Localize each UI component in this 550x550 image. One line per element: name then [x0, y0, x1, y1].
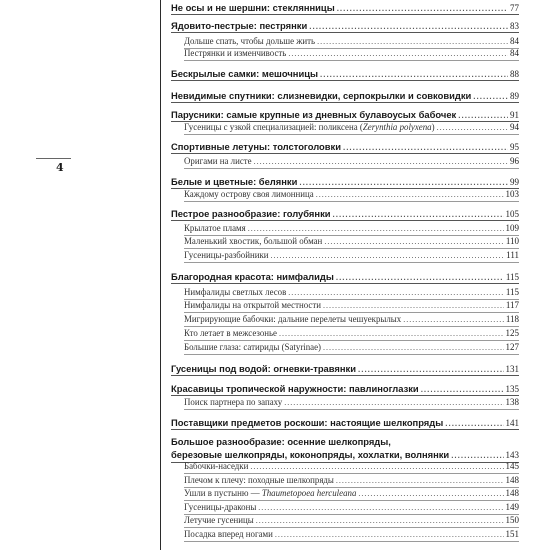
- toc-subentry[interactable]: [184, 122, 519, 135]
- toc-entry-text: Гусеницы с узкой специализацией: поликсена (: [184, 122, 363, 132]
- toc-heading-entry[interactable]: [171, 176, 519, 189]
- dot-leader: [473, 92, 508, 101]
- toc-heading-entry[interactable]: [171, 141, 519, 154]
- dot-leader: [288, 49, 508, 58]
- toc-entry-title: [184, 36, 315, 46]
- toc-page-number: 111: [506, 250, 519, 260]
- dot-leader: [275, 530, 504, 539]
- toc-entry-title: [171, 363, 356, 374]
- toc-entry-text: Плечом к плечу: походные шелкопряды: [184, 475, 334, 485]
- toc-subentry[interactable]: [184, 156, 519, 169]
- toc-entry-text: Гусеницы-разбойники: [184, 250, 269, 260]
- toc-subentry[interactable]: [184, 342, 519, 355]
- toc-entry-title: [171, 417, 443, 428]
- toc-heading-line: березовые шелкопряды, коконопряды, хохлатки, волнянки: [171, 449, 450, 460]
- toc-page-number: 109: [505, 223, 519, 233]
- toc-heading-entry[interactable]: [171, 436, 519, 463]
- toc-page-number: 103: [505, 189, 519, 199]
- toc-heading-entry[interactable]: [171, 383, 519, 396]
- toc-page-number: 83: [510, 21, 519, 31]
- dot-leader: [445, 419, 503, 428]
- toc-entry-title: [171, 208, 331, 219]
- dot-leader: [288, 288, 504, 297]
- dot-leader: [323, 301, 504, 310]
- dot-leader: [336, 476, 504, 485]
- toc-page-number: 149: [505, 502, 519, 512]
- toc-page-number: 131: [505, 364, 519, 374]
- toc-entry-title: [184, 328, 277, 338]
- toc-entry-text: Оригами на листе: [184, 156, 252, 166]
- toc-entry-text: ): [431, 122, 435, 132]
- toc-subentry[interactable]: [184, 502, 519, 515]
- toc-entry-latin-name: Zerynthia polyxena: [362, 122, 432, 132]
- toc-entry-title: [184, 397, 282, 407]
- toc-entry-text: Благородная красота: нимфалиды: [171, 271, 334, 282]
- toc-entry-title: [184, 488, 356, 498]
- dot-leader: [299, 178, 508, 187]
- toc-entry-title: [184, 122, 435, 132]
- toc-entry-title: [184, 502, 256, 512]
- toc-page-number: 143: [505, 450, 519, 460]
- toc-entry-title: [171, 20, 307, 31]
- dot-leader: [248, 224, 504, 233]
- dot-leader: [421, 385, 504, 394]
- toc-entry-title: [184, 48, 286, 58]
- toc-entry-title: [184, 342, 321, 352]
- dot-leader: [317, 37, 508, 46]
- toc-subentry[interactable]: [184, 189, 519, 202]
- toc-entry-title: [171, 68, 318, 79]
- toc-entry-text: Бабочки-наседки: [184, 461, 249, 471]
- dot-leader: [403, 315, 504, 324]
- toc-page-number: 115: [505, 287, 519, 297]
- toc-entry-text: Летучие гусеницы: [184, 515, 254, 525]
- toc-entry-title: [184, 461, 248, 471]
- toc-entry-text: Крылатое пламя: [184, 223, 246, 233]
- toc-entry-title: [184, 223, 246, 233]
- toc-page-number: 91: [510, 110, 519, 120]
- toc-page-number: 84: [510, 48, 519, 58]
- toc-subentry[interactable]: [184, 223, 519, 236]
- dot-leader: [451, 451, 503, 460]
- toc-page-number: 99: [510, 177, 519, 187]
- toc-page-number: 127: [505, 342, 519, 352]
- toc-heading-entry[interactable]: [171, 271, 519, 284]
- toc-subentry[interactable]: [184, 236, 519, 249]
- toc-entry-title: [171, 176, 297, 187]
- toc-page-number: 145: [505, 461, 519, 471]
- toc-entry-text: Не осы и не шершни: стеклянницы: [171, 2, 335, 13]
- toc-heading-entry[interactable]: [171, 2, 519, 15]
- toc-entry-latin-name: Thaumetopoea herculeana: [261, 488, 357, 498]
- toc-entry-text: Пестрянки и изменчивость: [184, 48, 287, 58]
- toc-entry-title: [184, 236, 322, 246]
- toc-page-number: 125: [505, 328, 519, 338]
- toc-entry-text: Белые и цветные: белянки: [171, 176, 298, 187]
- toc-page-number: 115: [505, 272, 519, 282]
- toc-entry-text: Мигрирующие бабочки: дальние перелеты чешуекрылых: [184, 314, 402, 324]
- toc-page-number: 151: [505, 529, 519, 539]
- toc-entry-text: Невидимые спутники: слизневидки, серпокрылки и совковидки: [171, 90, 472, 101]
- vertical-rule: [160, 0, 161, 550]
- toc-heading-entry[interactable]: [171, 363, 519, 376]
- dot-leader: [320, 70, 508, 79]
- toc-entry-title: [184, 250, 269, 260]
- toc-entry-text: Ядовито-пестрые: пестрянки: [171, 20, 308, 31]
- toc-entry-title: [171, 2, 335, 13]
- toc-page-number: 118: [505, 314, 519, 324]
- toc-entry-title: [171, 383, 419, 394]
- toc-subentry[interactable]: [184, 328, 519, 341]
- toc-page-number: 117: [505, 300, 519, 310]
- dot-leader: [333, 210, 504, 219]
- toc-subentry[interactable]: [184, 48, 519, 61]
- toc-heading-line: Большое разнообразие: осенние шелкопряды,: [171, 436, 391, 447]
- toc-entry-title: [184, 287, 286, 297]
- toc-subentry[interactable]: [184, 529, 519, 542]
- toc-page-number: 84: [510, 36, 519, 46]
- toc-subentry[interactable]: [184, 300, 519, 313]
- toc-subentry[interactable]: [184, 475, 519, 488]
- dot-leader: [250, 462, 503, 471]
- toc-heading-entry[interactable]: [171, 90, 519, 103]
- toc-heading-entry[interactable]: [171, 68, 519, 81]
- dot-leader: [284, 398, 503, 407]
- toc-page-number: 95: [510, 142, 519, 152]
- toc-entry-text: Гусеницы под водой: огневки-травянки: [171, 363, 357, 374]
- toc-subentry[interactable]: [184, 314, 519, 327]
- toc-entry-text: Каждому острову своя лимонница: [184, 189, 314, 199]
- toc-entry-title: [184, 156, 252, 166]
- toc-entry-text: Дольше спать, чтобы дольше жить: [184, 36, 316, 46]
- dot-leader: [358, 489, 503, 498]
- dot-leader: [254, 157, 508, 166]
- toc-page-number: 135: [505, 384, 519, 394]
- toc-entry-text: Бескрылые самки: мешочницы: [171, 68, 319, 79]
- toc-entry-text: Красавицы тропической наружности: павлиноглазки: [171, 383, 419, 394]
- toc-page-number: 148: [505, 488, 519, 498]
- dot-leader: [343, 143, 508, 152]
- toc-page-number: 150: [505, 515, 519, 525]
- dot-leader: [258, 503, 503, 512]
- toc-entry-title: [171, 90, 471, 101]
- toc-page-number: 89: [510, 91, 519, 101]
- toc-entry-text: Посадка вперед ногами: [184, 529, 273, 539]
- toc-heading-entry[interactable]: [171, 20, 519, 33]
- toc-subentry[interactable]: [184, 250, 519, 263]
- dot-leader: [309, 22, 508, 31]
- toc-page-number: 141: [505, 418, 519, 428]
- toc-heading-entry[interactable]: [171, 417, 519, 430]
- toc-page-number: 88: [510, 69, 519, 79]
- toc-entry-text: Ушли в пустыню —: [184, 488, 262, 498]
- dot-leader: [316, 190, 504, 199]
- toc-entry-text: Нимфалиды светлых лесов: [184, 287, 287, 297]
- toc-entry-text: Кто летает в межсезонье: [184, 328, 277, 338]
- dot-leader: [271, 251, 505, 260]
- toc-heading-entry[interactable]: [171, 208, 519, 221]
- toc-page-number: 148: [505, 475, 519, 485]
- toc-entry-title: [184, 529, 273, 539]
- toc-subentry[interactable]: [184, 397, 519, 410]
- toc-entry-title: [184, 475, 334, 485]
- toc-entry-title: [184, 300, 321, 310]
- toc-page-number: 96: [510, 156, 519, 166]
- toc-entry-text: Спортивные летуны: толстоголовки: [171, 141, 341, 152]
- toc-subentry[interactable]: [184, 287, 519, 300]
- toc-entry-title: [184, 515, 254, 525]
- toc-entry-text: Нимфалиды на открытой местности: [184, 300, 321, 310]
- toc-entry-title: [171, 141, 341, 152]
- dot-leader: [437, 123, 508, 132]
- toc-entry-text: Маленький хвостик, большой обман: [184, 236, 323, 246]
- toc-entry-text: Пестрое разнообразие: голубянки: [171, 208, 331, 219]
- toc-entry-text: Большие глаза: сатириды (Satyrinae): [184, 342, 322, 352]
- toc-page-number: 77: [510, 3, 519, 13]
- toc-subentry[interactable]: [184, 488, 519, 501]
- dot-leader: [256, 516, 504, 525]
- dot-leader: [458, 111, 508, 120]
- toc-page-number: 94: [510, 122, 519, 132]
- toc-page-number: 110: [505, 236, 519, 246]
- toc-page-number: 138: [505, 397, 519, 407]
- dot-leader: [337, 4, 508, 13]
- toc-heading-entry[interactable]: [171, 109, 519, 122]
- toc-entry-text: Парусники: самые крупные из дневных булавоусых бабочек: [171, 109, 457, 120]
- dot-leader: [324, 237, 504, 246]
- toc-entry-text: Гусеницы-драконы: [184, 502, 257, 512]
- dot-leader: [358, 365, 503, 374]
- toc-entry-title: [171, 109, 456, 120]
- dot-leader: [336, 273, 504, 282]
- toc-entry-text: Поставщики предметов роскоши: настоящие шелкопряды: [171, 417, 444, 428]
- toc-page-number: 105: [505, 209, 519, 219]
- toc-entry-title: [171, 271, 334, 282]
- toc-subentry[interactable]: [184, 461, 519, 474]
- dot-leader: [279, 329, 504, 338]
- toc-entry-text: Поиск партнера по запаху: [184, 397, 283, 407]
- dot-leader: [323, 343, 503, 352]
- toc-subentry[interactable]: [184, 515, 519, 528]
- page-number: 4: [56, 161, 64, 174]
- toc-entry-title: [184, 314, 401, 324]
- toc-entry-title: [184, 189, 314, 199]
- page-number-rule: [36, 158, 71, 159]
